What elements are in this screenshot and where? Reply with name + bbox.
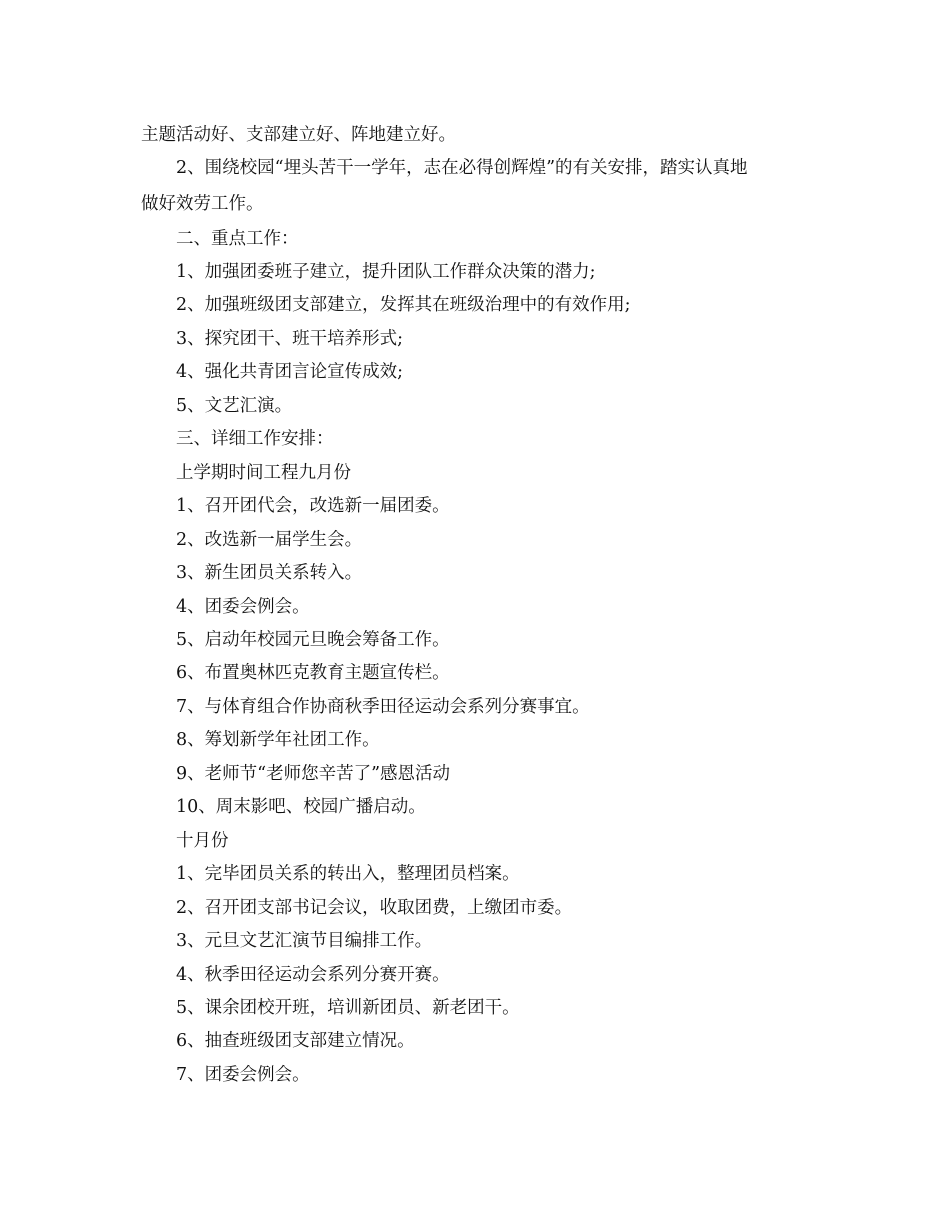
list-item: 9、老师节“老师您辛苦了”感恩活动 <box>176 764 451 784</box>
list-item: 3、探究团干、班干培养形式; <box>176 329 404 349</box>
paragraph-line: 2、围绕校园“埋头苦干一学年，志在必得创辉煌”的有关安排，踏实认真地 <box>176 158 748 178</box>
subheading: 上学期时间工程九月份 <box>176 463 351 483</box>
paragraph-line: 主题活动好、支部建立好、阵地建立好。 <box>141 125 456 145</box>
section-heading: 二、重点工作： <box>176 229 299 249</box>
list-item: 2、加强班级团支部建立，发挥其在班级治理中的有效作用; <box>176 295 631 315</box>
list-item: 7、与体育组合作协商秋季田径运动会系列分赛事宜。 <box>176 697 590 717</box>
list-item: 5、课余团校开班，培训新团员、新老团干。 <box>176 998 520 1018</box>
list-item: 3、新生团员关系转入。 <box>176 563 363 583</box>
subheading: 十月份 <box>176 831 229 851</box>
list-item: 1、加强团委班子建立，提升团队工作群众决策的潜力; <box>176 262 596 282</box>
list-item: 10、周末影吧、校园广播启动。 <box>176 797 426 817</box>
list-item: 1、召开团代会，改选新一届团委。 <box>176 496 450 516</box>
list-item: 4、团委会例会。 <box>176 597 310 617</box>
list-item: 5、启动年校园元旦晚会筹备工作。 <box>176 630 450 650</box>
section-heading: 三、详细工作安排： <box>176 429 334 449</box>
list-item: 4、强化共青团言论宣传成效; <box>176 362 404 382</box>
list-item: 8、筹划新学年社团工作。 <box>176 730 380 750</box>
list-item: 7、团委会例会。 <box>176 1065 310 1085</box>
list-item: 6、布置奥林匹克教育主题宣传栏。 <box>176 663 450 683</box>
list-item: 5、文艺汇演。 <box>176 396 293 416</box>
list-item: 4、秋季田径运动会系列分赛开赛。 <box>176 965 450 985</box>
list-item: 1、完毕团员关系的转出入，整理团员档案。 <box>176 864 520 884</box>
paragraph-line: 做好效劳工作。 <box>141 194 264 214</box>
list-item: 3、元旦文艺汇演节目编排工作。 <box>176 931 433 951</box>
list-item: 6、抽查班级团支部建立情况。 <box>176 1031 415 1051</box>
list-item: 2、召开团支部书记会议，收取团费，上缴团市委。 <box>176 898 573 918</box>
list-item: 2、改选新一届学生会。 <box>176 530 363 550</box>
